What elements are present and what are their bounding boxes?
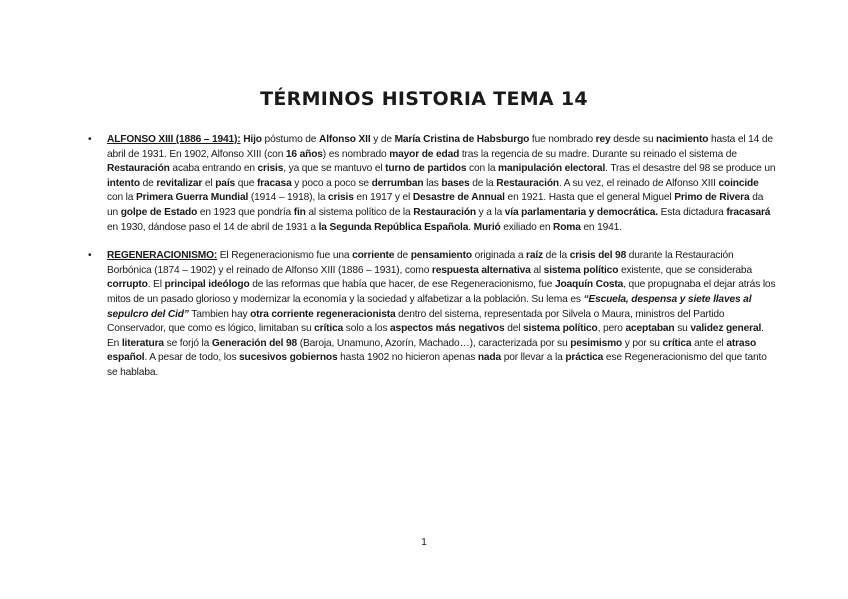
text-run: al <box>530 264 544 276</box>
bold-term: “Escuela, despensa y siete llaves al sepulcro del Cid” <box>107 293 752 320</box>
bold-term: María Cristina de Habsburgo <box>394 134 530 145</box>
text-run: . En <box>107 323 764 349</box>
text-run: (1914 – 1918), la <box>248 192 329 204</box>
bold-term: Primo de Rivera <box>674 192 750 204</box>
text-run: y poco a poco se <box>291 177 372 189</box>
bold-term: derrumban <box>371 177 424 189</box>
text-run: de <box>394 250 411 262</box>
bold-term: golpe de Estado <box>120 206 198 218</box>
text-run: que <box>235 177 257 189</box>
text-run: Tambien hay <box>188 308 251 320</box>
bold-term: otra corriente regeneracionista <box>250 308 396 320</box>
bold-term: sistema político <box>543 264 619 276</box>
text-run: en 1917 y el <box>353 192 413 204</box>
bold-term: atraso español <box>107 337 757 364</box>
text-run: su <box>674 323 691 335</box>
bold-term: mayor de edad <box>389 148 460 160</box>
bold-term: intento <box>107 177 140 189</box>
text-run: con la <box>107 192 136 204</box>
bold-term: corriente <box>352 250 395 262</box>
text-run: se forjó la <box>163 337 212 349</box>
bold-term: Restauración <box>413 206 476 218</box>
text-run: al sistema político de la <box>305 206 414 218</box>
text-run: (Baroja, Unamuno, Azorín, Machado…), caracterizada por su <box>297 337 571 349</box>
text-run: fue nombrado <box>529 134 596 145</box>
bold-term: validez general <box>690 323 762 335</box>
term-description <box>107 134 775 233</box>
bold-term: raíz <box>526 250 543 262</box>
text-run: desde su <box>610 134 657 145</box>
bold-term: turno de partidos <box>385 163 467 175</box>
bold-term: bases <box>441 177 470 189</box>
text-run: da un <box>107 192 764 218</box>
bold-term: país <box>215 177 236 189</box>
bold-term: sistema político <box>523 323 598 335</box>
page-number: 1 <box>421 537 427 548</box>
bold-term: Primera Guerra Mundial <box>135 192 249 204</box>
text-run: , que propugnaba el dejar atrás los mitos de un pasado glorioso y modernizar la economía y la sociedad y alfabetizar a la población. Su lema es <box>107 279 776 305</box>
bold-term: Generación del 98 <box>211 337 298 349</box>
bold-term: Joaquín Costa <box>554 279 624 291</box>
bold-term: Desastre de Annual <box>412 192 505 204</box>
text-run: , ya que se mantuvo el <box>283 163 386 175</box>
bold-term: crítica <box>314 323 344 335</box>
text-run: solo a los <box>343 323 391 335</box>
text-run: acaba entrando en <box>169 163 258 175</box>
text-run: el <box>202 177 216 189</box>
text-run: de la <box>469 177 497 189</box>
bold-term: principal ideólogo <box>164 279 250 291</box>
bold-term: Restauración <box>496 177 559 189</box>
text-run: originada a <box>471 250 527 262</box>
text-run: durante la Restauración Borbónica (1874 – 1902) y el reinado de Alfonso XIII (1886 – 1931), como <box>107 250 734 276</box>
bold-term: la Segunda República Española <box>318 221 469 233</box>
term-name: ALFONSO XIII (1886 – 1941): <box>107 134 241 145</box>
bullet-icon: • <box>88 134 92 145</box>
bold-term: literatura <box>121 337 164 349</box>
term-description <box>107 250 775 378</box>
bold-term: rey <box>595 134 611 145</box>
bullet-icon: • <box>88 250 92 262</box>
text-run: El Regeneracionismo fue una <box>217 250 353 262</box>
bold-term: crisis <box>328 192 354 204</box>
text-run: del <box>504 323 524 335</box>
bold-term: manipulación electoral <box>498 163 606 175</box>
text-run: en 1923 que pondría <box>197 206 294 218</box>
bold-term: aspectos más negativos <box>390 323 505 335</box>
bold-term: coincide <box>718 177 759 189</box>
text-run: ese Regeneracionismo del que tanto se hablaba. <box>107 352 767 378</box>
bold-term: pensamiento <box>410 250 472 262</box>
text-run: hasta el 14 de abril de 1931. En 1902, Alfonso XIII (con <box>107 134 773 160</box>
bold-term: corrupto <box>107 279 148 291</box>
text-run: en 1930, dándose paso el 14 de abril de 1931 a <box>107 221 319 233</box>
bold-term: pesimismo <box>570 337 623 349</box>
text-run: . Tras el desastre del 98 se produce un <box>605 163 776 175</box>
text-run: Esta dictadura <box>657 206 727 218</box>
text-run: tras la regencia de su madre. Durante su reinado el sistema de <box>459 148 737 160</box>
text-run: dentro del sistema, representada por Silvela o Maura, ministros del Partido Conservador, que como es lógico, limitaban su <box>107 308 725 335</box>
bold-term: respuesta alternativa <box>431 264 531 276</box>
bold-term: nada <box>477 352 502 364</box>
text-run: y de <box>370 134 395 145</box>
text-run: en 1941. <box>580 221 622 233</box>
bold-term: fin <box>293 206 306 218</box>
text-run: . El <box>147 279 165 291</box>
bold-term: fracasará <box>726 206 771 218</box>
text-run: ante el <box>691 337 727 349</box>
text-run: en 1921. Hasta que el general Miguel <box>504 192 675 204</box>
term-regeneracionismo <box>88 249 776 380</box>
bold-term: aceptaban <box>625 323 675 335</box>
bold-term: sucesivos gobiernos <box>238 352 338 364</box>
bold-term: Murió <box>473 221 501 233</box>
text-run: de la <box>543 250 570 262</box>
text-run: póstumo de <box>261 134 319 145</box>
bold-term: Hijo <box>243 134 262 145</box>
text-run: ) es nombrado <box>322 148 390 160</box>
bold-term: nacimiento <box>656 134 709 145</box>
bold-term: fracasa <box>256 177 292 189</box>
text-run: por llevar a la <box>501 352 566 364</box>
terms-list <box>88 133 776 381</box>
bold-term: 16 años <box>285 148 323 160</box>
bold-term: crisis del 98 <box>569 250 627 262</box>
text-run: existente, que se consideraba <box>618 264 752 276</box>
text-run: de <box>139 177 157 189</box>
text-run: . <box>468 221 474 233</box>
bold-term: Restauración <box>107 163 170 175</box>
text-run: de las reformas que había que hacer, de ese Regeneracionismo, fue <box>249 279 555 291</box>
text-run: y a la <box>475 206 505 218</box>
text-run: y por su <box>622 337 663 349</box>
bold-term: Roma <box>553 221 581 233</box>
bold-term: crítica <box>662 337 692 349</box>
bold-term: práctica <box>565 352 604 364</box>
term-alfonso-xiii <box>88 133 776 235</box>
text-run: . A pesar de todo, los <box>144 352 239 364</box>
bold-term: crisis <box>257 163 284 175</box>
text-run: . A su vez, el reinado de Alfonso XIII <box>558 177 719 189</box>
text-run: las <box>423 177 442 189</box>
bold-term: Alfonso XII <box>318 134 371 145</box>
text-run: hasta 1902 no hicieron apenas <box>337 352 478 364</box>
bold-term: revitalizar <box>156 177 203 189</box>
text-run: exiliado en <box>500 221 554 233</box>
text-run: con la <box>466 163 499 175</box>
page-title: TÉRMINOS HISTORIA TEMA 14 <box>260 88 588 110</box>
text-run: , pero <box>597 323 626 335</box>
term-name: REGENERACIONISMO: <box>107 250 218 262</box>
bold-term: vía parlamentaria y democrática. <box>504 206 658 218</box>
